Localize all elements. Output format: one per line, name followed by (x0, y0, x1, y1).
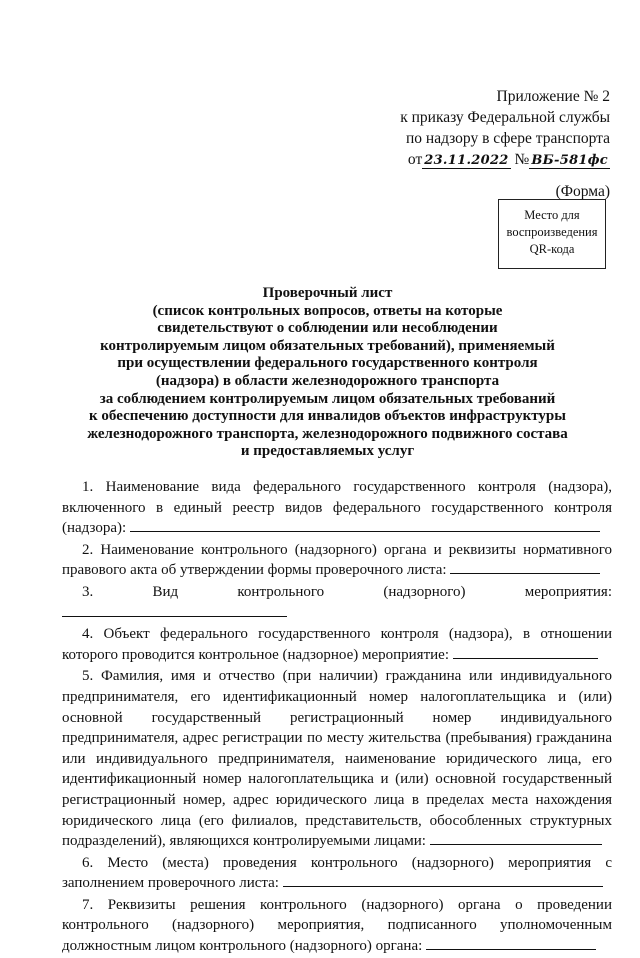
qr-box-line-1: Место для (524, 208, 580, 222)
form-item-3 (62, 582, 612, 623)
from-prefix: от (407, 151, 423, 168)
qr-box-line-2: воспроизведения (506, 225, 598, 239)
item-text: 1. Наименование вида федерального государственного контроля (надзора), включенного в единый реестр видов федерального государственного контроля (надзора): (62, 479, 612, 537)
qr-box-line-3: QR-кода (529, 242, 575, 256)
appendix-number: Приложение № 2 (496, 88, 610, 105)
title-line: Проверочный лист (262, 285, 393, 301)
handwritten-number: ВБ-581фс (531, 153, 608, 168)
title-line: (список контрольных вопросов, ответы на которые (152, 302, 503, 319)
item-text: 2. Наименование контрольного (надзорного) органа и реквизиты нормативного правового акта об утверждении формы проверочного листа: (62, 541, 612, 579)
title-line: к обеспечению доступности для инвалидов объектов инфраструктуры (89, 408, 566, 425)
title-line: (надзора) в области железнодорожного транспорта (155, 372, 500, 389)
appendix-date-line (400, 149, 610, 171)
item-text: 3. Вид контрольного (надзорного) мероприятия: (82, 583, 612, 600)
title-line: контролируемым лицом обязательных требований), применяемый (100, 337, 555, 354)
title-line: при осуществлении федерального государственного контроля (117, 355, 538, 372)
answer-blank-1[interactable] (130, 518, 600, 532)
form-item-1 (62, 477, 612, 539)
appendix-header (400, 86, 610, 202)
appendix-order-ref: к приказу Федеральной службы (400, 109, 610, 126)
title-line: и предоставляемых услуг (240, 443, 415, 460)
document-title (40, 285, 615, 461)
form-label: (Форма) (555, 183, 610, 200)
number-sign: № (514, 151, 530, 168)
answer-blank-2[interactable] (450, 560, 600, 574)
form-item-4 (62, 624, 612, 665)
item-text: 7. Реквизиты решения контрольного (надзорного) органа о проведении контрольного (надзорного) мероприятия, подписанного уполномоченным должностным лицом контрольного (надзорного) органа: (62, 896, 612, 955)
answer-blank-3[interactable] (62, 603, 287, 617)
item-text: 5. Фамилия, имя и отчество (при наличии) гражданина или индивидуального предпринимателя, его идентификационный номер налогоплательщика и (или) основной государственный регистрационный номер индивидуального предпринимателя, адрес регистрации по месту жительства (пребывания) гражданина или индивидуального предпринимателя, наименование юридического лица, его идентификационный номер налогоплательщика и (или) основной государственный регистрационный номер, адрес юридического лица в пределах места нахождения юридического лица (его филиалов, представительств, обособленных структурных подразделений), являющихся контролируемыми лицами: (62, 668, 612, 850)
title-line: за соблюдением контролируемым лицом обязательных требований (99, 390, 556, 407)
form-item-6 (62, 853, 612, 894)
answer-blank-5[interactable] (430, 831, 602, 845)
form-item-2 (62, 540, 612, 581)
title-line: свидетельствуют о соблюдении или несоблюдении (157, 320, 498, 337)
answer-blank-7[interactable] (426, 936, 596, 950)
item-text: 4. Объект федерального государственного контроля (надзора), в отношении которого проводится контрольное (надзорное) мероприятие: (62, 626, 612, 663)
form-item-5 (62, 666, 612, 851)
appendix-agency: по надзору в сфере транспорта (405, 130, 610, 147)
form-body (62, 477, 612, 958)
handwritten-date: 23.11.2022 (424, 153, 509, 168)
answer-blank-4[interactable] (453, 645, 598, 659)
answer-blank-6[interactable] (283, 873, 603, 887)
item-text: 6. Место (места) проведения контрольного (надзорного) мероприятия с заполнением проверочного листа: (62, 854, 612, 892)
title-line: железнодорожного транспорта, железнодорожного подвижного состава (87, 425, 568, 442)
qr-code-placeholder (498, 199, 606, 269)
form-item-7 (62, 895, 612, 957)
